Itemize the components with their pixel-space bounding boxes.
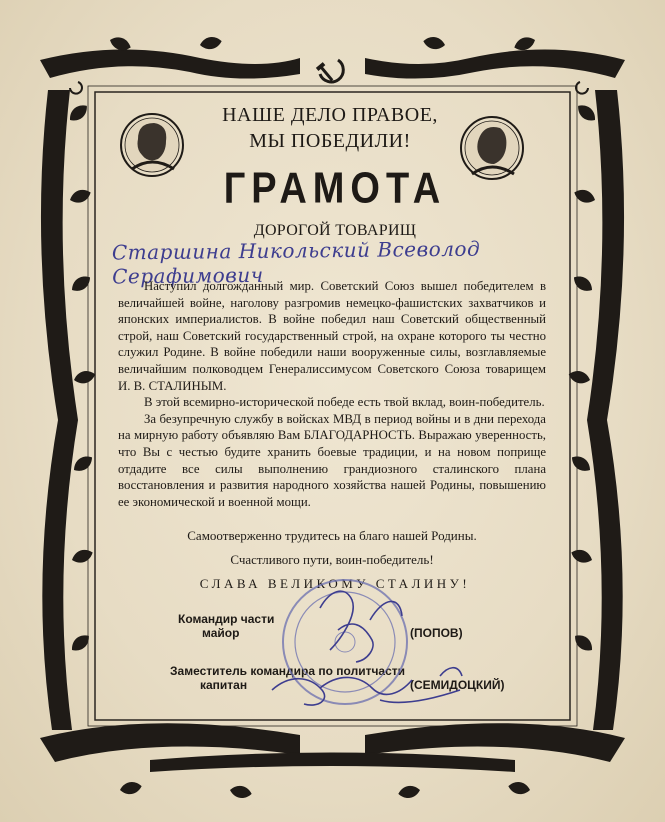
commander-name: (ПОПОВ) [410, 626, 463, 640]
certificate-title: ГРАМОТА [223, 164, 447, 214]
deputy-rank: капитан [200, 678, 248, 692]
closing-line-2: Счастливого пути, воин-победитель! [230, 552, 434, 567]
greeting: ДОРОГОЙ ТОВАРИЩ [253, 222, 417, 239]
commander-rank: майор [202, 626, 240, 640]
paragraph-victory: Наступил долгожданный мир. Советский Союз вышел победителем в величайшей войне, наголову разгромив немецко-фашистских захватчиков и японских империалистов. В войне победил наш Советский общественный строй, наш Советский государственный строй, на охране которого ты честно служил Родине. В войне победили наши вооруженные силы, возглавляемые величайшим полководцем Генералиссимусом Советского Союза товарищем И. В. СТАЛИНЫМ. [118, 279, 546, 393]
deputy-role: Заместитель командира по политчасти [170, 664, 406, 678]
commander-role: Командир части [178, 612, 275, 626]
official-stamp [283, 580, 407, 704]
closing-line-1: Самоотверженно трудитесь на благо нашей Родины. [187, 528, 477, 543]
commander-signature [320, 591, 402, 662]
recipient-handwritten: Старшина Никольский Всеволод Серафимович [111, 236, 481, 289]
paragraph-gratitude: За безупречную службу в войсках МВД в период войны и в дни перехода на мирную работу объявляю Вам БЛАГОДАРНОСТЬ. Выражаю уверенность, что Вы с честью будите хранить боевые традиции, и на новом поприще отдадите все силы выполнению грандиозного сталинского плана восстановления и развития народного хозяйства нашей Родины, повышению ее экономической и военной мощи. [118, 411, 546, 509]
heading-line2: МЫ ПОБЕДИЛИ! [249, 130, 411, 152]
glory-line: СЛАВА ВЕЛИКОМУ СТАЛИНУ! [199, 576, 471, 591]
deputy-name: (СЕМИДОЦКИЙ) [410, 678, 505, 692]
heading-line1: НАШЕ ДЕЛО ПРАВОЕ, [222, 104, 438, 126]
paragraph-contribution: В этой всемирно-исторической победе есть твой вклад, воин-победитель. [144, 395, 545, 410]
